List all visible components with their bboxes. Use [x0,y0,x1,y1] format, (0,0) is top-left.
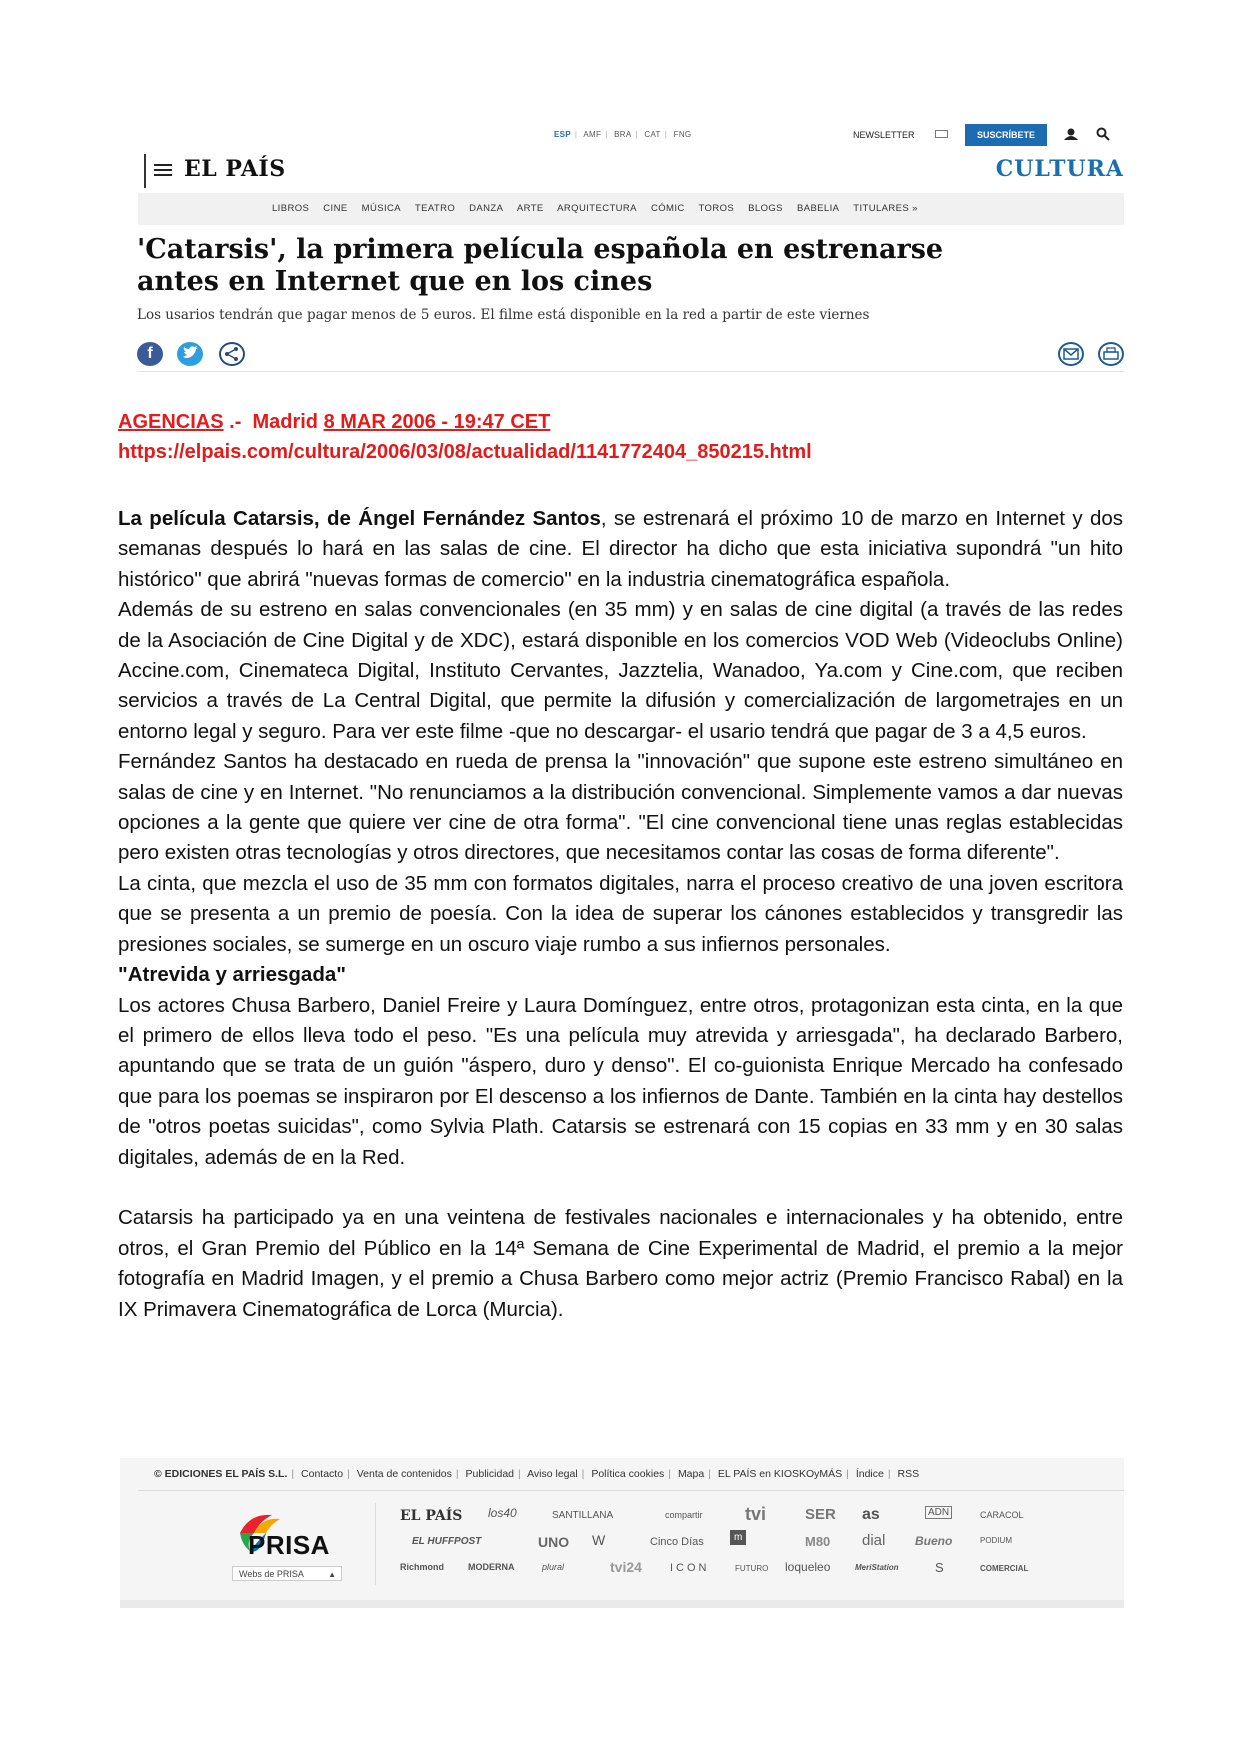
twitter-icon[interactable] [177,342,203,366]
nav-item-blogs[interactable]: BLOGS [748,203,783,214]
brand-logo[interactable]: FUTURO [735,1564,769,1573]
paragraph [118,504,1123,595]
nav-item-libros[interactable]: LIBROS [272,203,310,214]
article-subtitle [118,960,1123,990]
brand-logo[interactable]: PODIUM [980,1536,1012,1545]
nav-item-teatro[interactable]: TEATRO [414,203,456,214]
paragraph-lead: La película Catarsis, de Ángel Fernández Santos [118,507,601,530]
share-icon[interactable] [219,342,245,366]
nav-item-danza[interactable]: DANZA [469,203,504,214]
brand-logo[interactable]: SER [805,1506,836,1523]
article-body [118,504,1123,1325]
brand-logo[interactable]: COMERCIAL [980,1564,1029,1573]
subtitle-text: "Atrevida y arriesgada" [118,963,346,987]
nav-item-babelia[interactable]: BABELIA [796,203,840,214]
headline-line: antes en Internet que en los cines [137,266,653,297]
paragraph: Los actores Chusa Barbero, Daniel Freire y Laura Domínguez, entre otros, protagonizan esta cinta, en la que el primero de ellos lleva todo el peso. "Es una película muy atrevida y arriesgada", ha declarado Barbero, apuntando que se trata de un guión "áspero, duro y denso". El co-guionista Enrique Mercado ha confesado que para los poemas se inspiraron por El descenso a los infiernos de Dante. También en la cinta hay destellos de "otros poetas suicidas", como Sylvia Plath. Catarsis se estrenará con 15 copias en 33 mm y en 30 salas digitales, además de en la Red. [118,993,1123,1169]
footer-link[interactable]: EL PAÍS en KIOSKOyMÁS [717,1468,843,1480]
brand-logo[interactable]: ICON [670,1562,710,1574]
search-icon[interactable] [1096,127,1110,141]
headline-line: 'Catarsis', la primera película española en estrenarse [137,234,944,265]
mail-icon [935,130,948,138]
share-toolbar [137,342,1124,368]
footer-copyright: © EDICIONES EL PAÍS S.L. [154,1468,288,1480]
brand-logo[interactable]: tvi [745,1504,767,1524]
paragraph: Fernández Santos ha destacado en rueda de prensa la "innovación" que supone este estreno simultáneo en salas de cine y en Internet. "No renunciamos a la distribución convencional. Simplemente vamos a dar nuevas opciones a la gente que quiere ver cine de otra forma". "El cine convencional tiene unas reglas establecidas pero existen otras tecnologías y otros directores, que necesitamos contar las cosas de forma diferente". [118,750,1123,865]
edition-link[interactable]: AMF [583,130,602,139]
brand-logo[interactable]: plural [542,1562,565,1572]
footer-links: © EDICIONES EL PAÍS S.L. | Contacto | Venta de contenidos | Publicidad | Aviso legal | Política cookies | Mapa | EL PAÍS en KIOSKOyMÁS | Índice | RSS [154,1468,920,1480]
edition-link[interactable]: BRA [614,130,632,139]
brand-logo[interactable]: S [935,1560,944,1575]
nav-item-cine[interactable]: CINE [323,203,348,214]
newsletter-link[interactable]: NEWSLETTER [853,130,915,140]
menu-icon[interactable] [154,164,172,176]
footer-link[interactable]: Aviso legal [527,1468,578,1480]
brand-logos [400,1500,1120,1590]
footer-link[interactable]: RSS [897,1468,920,1480]
brand-logo[interactable]: los40 [488,1506,517,1520]
facebook-icon[interactable]: f [137,342,163,366]
divider [375,1503,376,1585]
source-url[interactable]: https://elpais.com/cultura/2006/03/08/actualidad/1141772404_850215.html [118,441,812,463]
brand-logo[interactable]: EL HUFFPOST [412,1536,482,1547]
paragraph: Catarsis ha participado ya en una veintena de festivales nacionales e internacionales y ha obtenido, entre otros, el Gran Premio del Público en la 14ª Semana de Cine Experimental de Madrid, el premio a la mejor fotografía en Madrid Imagen, y el premio a Chusa Barbero como mejor actriz (Premio Francisco Rabal) en la IX Primavera Cinematográfica de Lorca (Murcia). [118,1206,1123,1321]
logo-bar [144,152,1124,188]
source-date[interactable]: 8 MAR 2006 - 19:47 CET [323,411,551,433]
prisa-logo[interactable]: PRISA [248,1530,330,1560]
divider [138,1490,1124,1491]
brand-logo[interactable]: MeriStation [855,1563,899,1572]
footer-bottom-strip [120,1600,1124,1608]
brand-logo[interactable]: loqueleo [785,1560,831,1574]
agency-link[interactable]: AGENCIAS [118,411,224,433]
nav-item-toros[interactable]: TOROS [698,203,735,214]
nav-item-titulares[interactable]: TITULARES » [853,203,918,214]
webs-prisa-select[interactable] [232,1566,342,1581]
site-footer [120,1458,1124,1608]
nav-item-arquitectura[interactable]: ARQUITECTURA [557,203,637,214]
footer-link[interactable]: Contacto [301,1468,344,1480]
footer-link[interactable]: Publicidad [465,1468,514,1480]
edition-link[interactable]: ESP [554,130,571,139]
brand-logo[interactable]: EL PAÍS [400,1508,463,1524]
brand-logo[interactable]: ADN [925,1506,952,1519]
article-headline [137,234,1127,298]
caret-up-icon: ▲ [328,1570,336,1579]
site-logo[interactable]: EL PAÍS [184,156,286,182]
divider [144,154,146,188]
subscribe-button[interactable]: SUSCRÍBETE [965,124,1047,146]
brand-logo[interactable]: dial [862,1532,886,1549]
section-nav [138,193,1124,225]
footer-link[interactable]: Índice [855,1468,884,1480]
source-line [118,411,550,434]
brand-logo[interactable]: SANTILLANA [552,1510,614,1521]
edition-link[interactable]: CAT [644,130,661,139]
divider [137,371,1124,372]
source-location: .- Madrid [223,411,324,433]
brand-logo[interactable]: m [730,1530,746,1545]
nav-item-arte[interactable]: ARTE [516,203,544,214]
brand-logo[interactable]: MODERNA [468,1562,515,1572]
footer-link[interactable]: Política cookies [591,1468,665,1480]
paragraph: La cinta, que mezcla el uso de 35 mm con formatos digitales, narra el proceso creativo de una joven escritora que se presenta a un premio de poesía. Con la idea de superar los cánones establecidos y transgredir las presiones sociales, se sumerge en un oscuro viaje rumbo a sus infiernos personales. [118,871,1123,956]
brand-logo[interactable]: CARACOL [980,1510,1024,1520]
paragraph: Además de su estreno en salas convencionales (en 35 mm) y en salas de cine digital (a través de las redes de la Asociación de Cine Digital y de XDC), estará disponible en los comercios VOD Web (Videoclubs Online) Accine.com, Cinemateca Digital, Instituto Cervantes, Jazztelia, Wanadoo, Ya.com y Cine.com, que reciben servicios a través de La Central Digital, que permite la difusión y comercialización de largometrajes en un entorno legal y seguro. Para ver este filme -que no descargar- el usario tendrá que pagar de 3 a 4,5 euros. [118,598,1123,743]
user-icon[interactable] [1063,128,1079,140]
nav-item-comic[interactable]: CÓMIC [650,203,685,214]
brand-logo[interactable]: Bueno [915,1534,953,1548]
email-icon[interactable] [1058,342,1084,366]
brand-logo[interactable]: Cinco Días [650,1536,704,1548]
brand-logo[interactable]: compartir [665,1510,703,1520]
edition-link[interactable]: FNG [673,130,692,139]
brand-logo[interactable]: UNO [538,1534,570,1550]
article-subheadline: Los usarios tendrán que pagar menos de 5 euros. El filme está disponible en la red a partir de este viernes [137,307,870,323]
section-title[interactable]: CULTURA [995,156,1124,182]
brand-logo[interactable]: W [592,1532,606,1548]
brand-logo[interactable]: Richmond [400,1562,444,1572]
footer-link[interactable]: Mapa [677,1468,705,1480]
print-icon[interactable] [1098,342,1124,366]
brand-logo[interactable]: tvi24 [610,1559,642,1575]
edition-selector: ESP | AMF | BRA | CAT | FNG [554,130,692,139]
select-value: Webs de PRISA [239,1569,304,1579]
brand-logo[interactable]: M80 [805,1534,831,1549]
paragraph-text: , se estrenará el próximo 10 de marzo en Internet y dos semanas después lo hará en las salas de cine. El director ha dicho que esta iniciativa supondrá "un hito histórico" que abrirá "nuevas formas de comercio" en la industria cinematográfica española. [118,507,1123,591]
footer-link[interactable]: Venta de contenidos [356,1468,452,1480]
nav-item-musica[interactable]: MÚSICA [361,203,402,214]
brand-logo[interactable]: as [862,1506,880,1523]
